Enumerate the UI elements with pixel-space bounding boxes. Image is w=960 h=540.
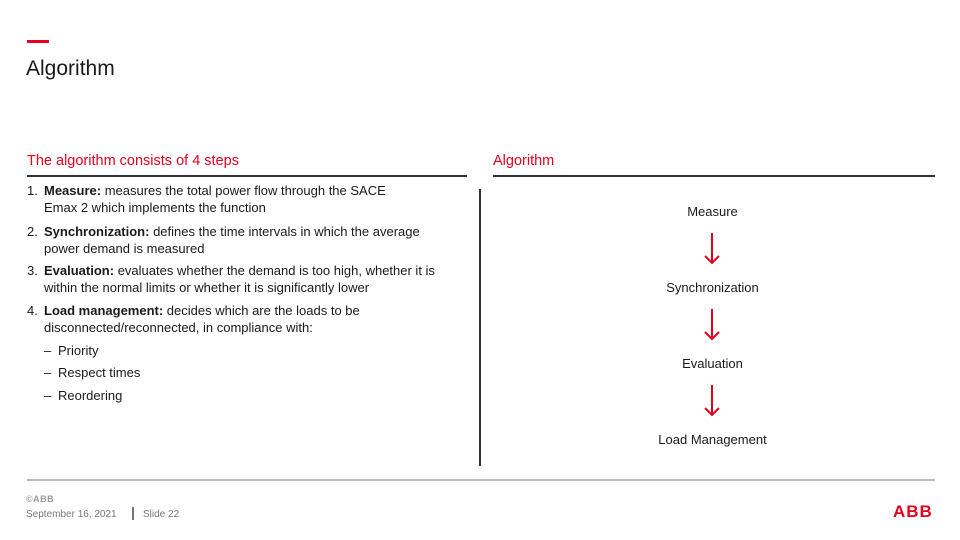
step-item [27, 302, 477, 336]
step-text: evaluates whether the demand is too high, whether it is [114, 263, 435, 278]
column-divider [479, 189, 481, 466]
step-number: 1. [27, 183, 38, 198]
step-text: measures the total power flow through the SACE [101, 183, 386, 198]
step-body [44, 182, 477, 216]
right-heading: Algorithm [493, 153, 555, 169]
step-text: decides which are the loads to be [163, 303, 360, 318]
flow-step-evaluation: Evaluation [682, 356, 743, 371]
step-text-cont: within the normal limits or whether it is significantly lower [44, 280, 370, 295]
slide-title: Algorithm [26, 57, 115, 80]
step-body [44, 223, 477, 257]
sub-item [44, 387, 122, 404]
step-text-cont: disconnected/reconnected, in compliance with: [44, 320, 313, 335]
dash-marker: – [44, 343, 52, 358]
step-text-cont: Emax 2 which implements the function [44, 200, 266, 215]
step-number: 2. [27, 224, 38, 239]
step-body [44, 262, 477, 296]
abb-logo: ABB [893, 502, 933, 521]
sub-item-label: Reordering [58, 388, 123, 403]
flow-step-synchronization: Synchronization [666, 280, 759, 295]
dash-marker: – [44, 388, 52, 403]
dash-marker: – [44, 365, 52, 380]
step-number: 4. [27, 303, 38, 318]
right-heading-rule [493, 175, 935, 177]
flow-step-load-management: Load Management [658, 432, 767, 447]
sub-item [44, 364, 140, 381]
step-label: Measure: [44, 183, 102, 198]
step-label: Synchronization: [44, 224, 150, 239]
step-label: Load management: [44, 303, 164, 318]
step-label: Evaluation: [44, 263, 115, 278]
down-arrow-icon [703, 384, 721, 418]
sub-item-label: Respect times [58, 365, 141, 380]
footer-copyright-logo: ©ABB [26, 494, 55, 504]
step-item [27, 182, 477, 216]
step-body [44, 302, 477, 336]
step-text: defines the time intervals in which the average [149, 224, 420, 239]
footer-slide-number: Slide 22 [143, 509, 180, 520]
flow-step-measure: Measure [687, 204, 738, 219]
sub-item-label: Priority [58, 343, 99, 358]
step-item [27, 262, 477, 296]
step-item [27, 223, 477, 257]
title-accent-bar [27, 40, 49, 43]
left-heading: The algorithm consists of 4 steps [27, 153, 239, 169]
step-number: 3. [27, 263, 38, 278]
footer-rule [27, 479, 935, 481]
sub-item [44, 342, 98, 359]
step-text-cont: power demand is measured [44, 241, 205, 256]
down-arrow-icon [703, 308, 721, 342]
footer-date: September 16, 2021 [26, 509, 117, 520]
footer-separator [132, 507, 134, 520]
left-heading-rule [27, 175, 467, 177]
down-arrow-icon [703, 232, 721, 266]
